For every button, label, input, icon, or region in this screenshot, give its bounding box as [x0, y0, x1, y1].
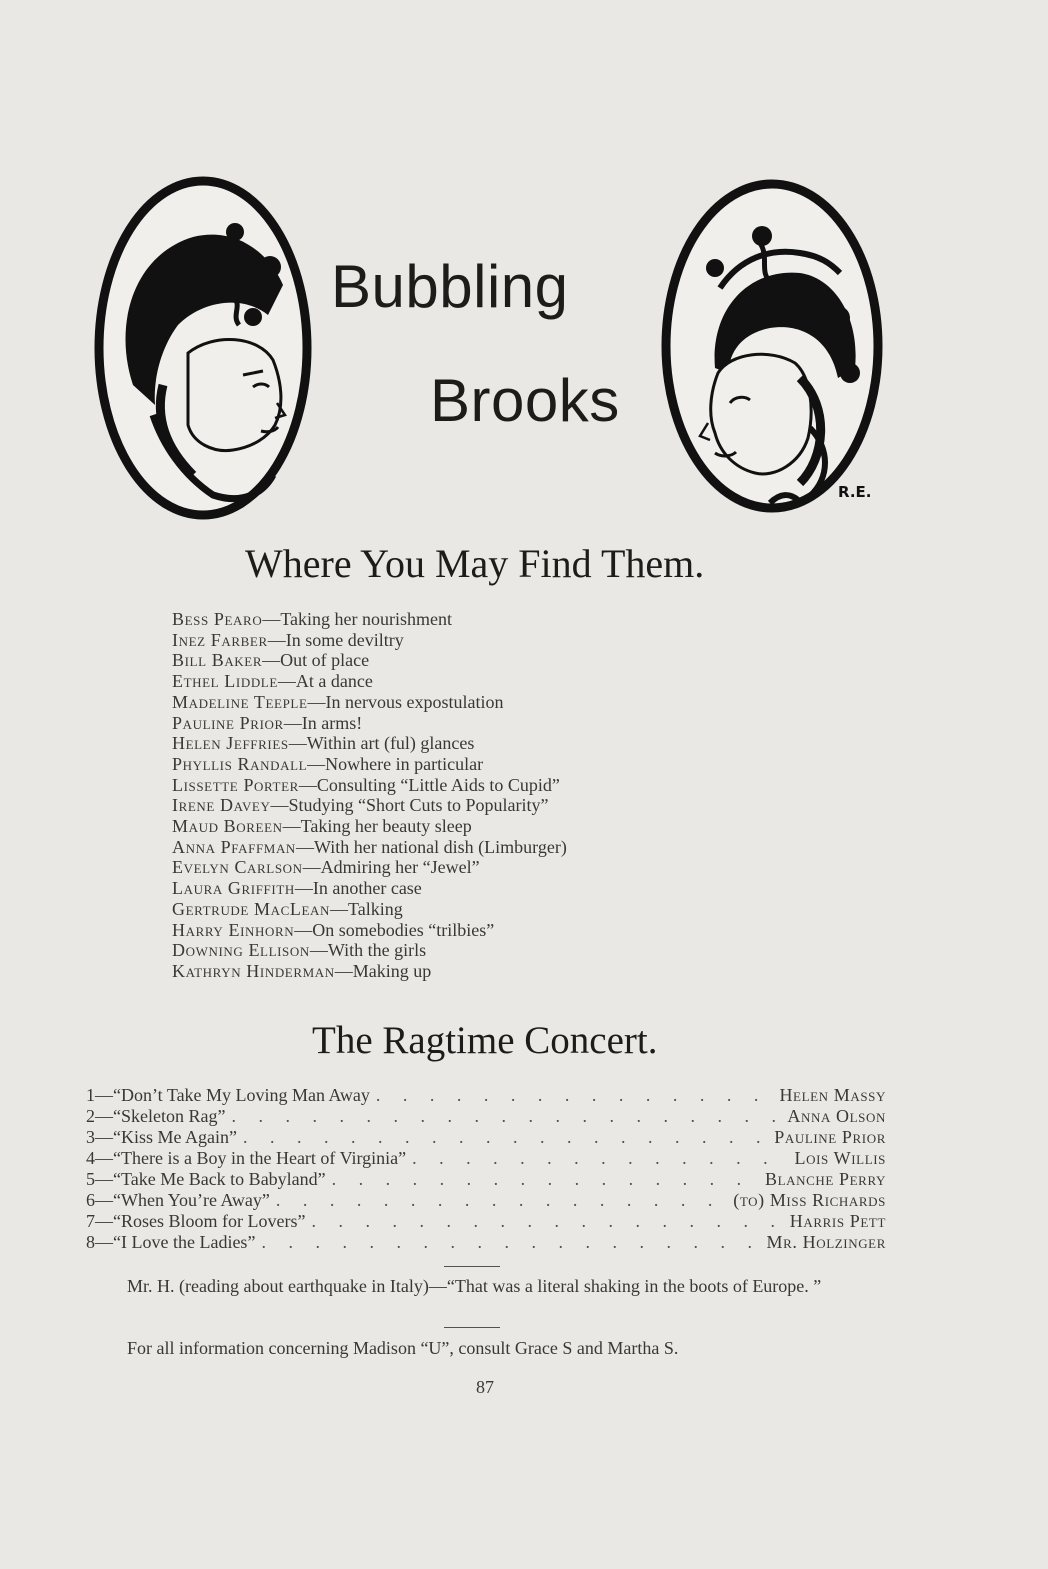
em-dash: —	[95, 1148, 113, 1168]
dot-leader	[311, 1211, 783, 1232]
concert-item	[86, 1085, 886, 1106]
where-description: Within art (ful) glances	[306, 733, 475, 754]
where-entry	[172, 940, 567, 961]
song-title: “There is a Boy in the Heart of Virginia”	[113, 1148, 407, 1168]
performer-name: Blanche Perry	[765, 1169, 886, 1189]
em-dash: —	[282, 816, 301, 837]
where-description: Studying “Short Cuts to Popularity”	[288, 795, 549, 816]
em-dash: —	[95, 1127, 113, 1147]
person-name: Laura Griffith	[172, 878, 295, 899]
em-dash: —	[95, 1211, 113, 1231]
left-oval-portrait-illustration	[93, 175, 313, 521]
page-number: 87	[476, 1377, 494, 1397]
where-description: Consulting “Little Aids to Cupid”	[316, 774, 560, 795]
item-number: 5	[86, 1169, 95, 1189]
song-title: “Skeleton Rag”	[113, 1106, 226, 1126]
where-entry	[172, 609, 567, 630]
person-name: Pauline Prior	[172, 712, 284, 733]
performer-name: Helen Massy	[779, 1085, 886, 1105]
performer-name: Lois Willis	[794, 1148, 886, 1168]
em-dash: —	[283, 712, 302, 733]
where-description: On somebodies “trilbies”	[312, 919, 495, 940]
illustrator-signature: R.E.	[838, 483, 872, 501]
em-dash: —	[95, 1190, 113, 1210]
where-description: Taking her nourishment	[280, 609, 453, 629]
where-section-heading: Where You May Find Them.	[245, 541, 705, 586]
where-description: Taking her beauty sleep	[300, 816, 472, 837]
person-name: Irene Davey	[172, 795, 271, 816]
item-number: 4	[86, 1148, 95, 1168]
em-dash: —	[267, 629, 286, 650]
dot-leader	[412, 1148, 788, 1169]
em-dash: —	[309, 940, 328, 961]
where-description: Talking	[348, 898, 403, 919]
em-dash: —	[95, 1085, 113, 1105]
song-title: “Kiss Me Again”	[113, 1127, 237, 1147]
where-description: Admiring her “Jewel”	[320, 857, 480, 878]
concert-item	[86, 1211, 886, 1232]
where-entry	[172, 899, 567, 920]
where-entry	[172, 961, 567, 982]
person-name: Gertrude MacLean	[172, 898, 331, 919]
performer-name: Harris Pett	[789, 1211, 886, 1231]
where-description: In another case	[312, 878, 422, 899]
person-name: Helen Jeffries	[172, 733, 289, 754]
where-description: In arms!	[301, 712, 363, 733]
where-description: With her national dish (Limburger)	[313, 836, 567, 857]
where-entry	[172, 775, 567, 796]
song-title: “I Love the Ladies”	[113, 1232, 256, 1252]
person-name: Anna Pfaffman	[172, 836, 296, 857]
where-entry	[172, 733, 567, 754]
where-description: In some deviltry	[285, 629, 404, 650]
dot-leader	[376, 1085, 774, 1106]
title-line-2: Brooks	[430, 367, 620, 434]
song-title: “Don’t Take My Loving Man Away	[113, 1085, 370, 1105]
divider-rule	[444, 1327, 500, 1328]
person-name: Madeline Teeple	[172, 691, 308, 712]
where-list	[172, 609, 567, 982]
where-entry	[172, 816, 567, 837]
em-dash: —	[294, 919, 313, 940]
where-entry	[172, 795, 567, 816]
person-name: Evelyn Carlson	[172, 857, 303, 878]
em-dash: —	[95, 1106, 113, 1126]
em-dash: —	[334, 960, 353, 981]
em-dash: —	[307, 753, 326, 774]
item-number: 1	[86, 1085, 95, 1105]
em-dash: —	[277, 671, 296, 692]
em-dash: —	[95, 1232, 113, 1252]
dot-leader	[261, 1232, 760, 1253]
dot-leader	[243, 1127, 768, 1148]
person-name: Bess Pearo	[172, 609, 263, 629]
person-name: Ethel Liddle	[172, 671, 278, 692]
concert-item	[86, 1127, 886, 1148]
concert-item	[86, 1148, 886, 1169]
performer-name: Pauline Prior	[774, 1127, 886, 1147]
person-name: Downing Ellison	[172, 940, 310, 961]
divider-rule	[444, 1266, 500, 1267]
em-dash: —	[262, 609, 281, 629]
dot-leader	[332, 1169, 759, 1190]
person-name: Phyllis Randall	[172, 753, 308, 774]
item-number: 3	[86, 1127, 95, 1147]
em-dash: —	[288, 733, 307, 754]
title-line-1: Bubbling	[331, 253, 569, 320]
song-title: “Take Me Back to Babyland”	[113, 1169, 326, 1189]
where-description: Out of place	[280, 650, 370, 671]
where-description: In nervous expostulation	[325, 691, 504, 712]
person-name: Harry Einhorn	[172, 919, 295, 940]
em-dash: —	[307, 691, 326, 712]
where-entry	[172, 837, 567, 858]
song-title: “When You’re Away”	[113, 1190, 270, 1210]
where-entry	[172, 692, 567, 713]
item-number: 8	[86, 1232, 95, 1252]
em-dash: —	[262, 650, 281, 671]
person-name: Lissette Porter	[172, 774, 299, 795]
performer-name: Mr. Holzinger	[766, 1232, 886, 1252]
concert-item	[86, 1190, 886, 1211]
item-number: 7	[86, 1211, 95, 1231]
where-description: With the girls	[327, 940, 427, 961]
em-dash: —	[295, 836, 314, 857]
dot-leader	[231, 1106, 781, 1127]
song-title: “Roses Bloom for Lovers”	[113, 1211, 306, 1231]
where-description: At a dance	[295, 671, 373, 692]
where-entry	[172, 713, 567, 734]
where-entry	[172, 857, 567, 878]
where-entry	[172, 754, 567, 775]
concert-item	[86, 1232, 886, 1253]
em-dash: —	[294, 878, 313, 899]
em-dash: —	[302, 857, 321, 878]
where-entry	[172, 920, 567, 941]
dot-leader	[276, 1190, 727, 1211]
quip-paragraph: Mr. H. (reading about earthquake in Italy)—“That was a literal shaking in the boots of Europe. ”	[127, 1276, 822, 1296]
person-name: Kathryn Hinderman	[172, 960, 335, 981]
concert-item	[86, 1106, 886, 1127]
where-entry	[172, 671, 567, 692]
where-description: Making up	[352, 960, 432, 981]
em-dash: —	[270, 795, 289, 816]
em-dash: —	[330, 898, 349, 919]
em-dash: —	[95, 1169, 113, 1189]
person-name: Inez Farber	[172, 629, 268, 650]
concert-section-heading: The Ragtime Concert.	[312, 1019, 658, 1062]
em-dash: —	[298, 774, 317, 795]
performer-name: (to) Miss Richards	[733, 1190, 886, 1210]
performer-name: Anna Olson	[787, 1106, 886, 1126]
item-number: 2	[86, 1106, 95, 1126]
person-name: Bill Baker	[172, 650, 263, 671]
where-entry	[172, 630, 567, 651]
concert-program-list	[86, 1085, 886, 1253]
concert-item	[86, 1169, 886, 1190]
where-entry	[172, 650, 567, 671]
right-oval-portrait-illustration	[660, 178, 888, 518]
where-entry	[172, 878, 567, 899]
info-line: For all information concerning Madison “U”, consult Grace S and Martha S.	[127, 1338, 679, 1358]
person-name: Maud Boreen	[172, 816, 283, 837]
item-number: 6	[86, 1190, 95, 1210]
where-description: Nowhere in particular	[325, 753, 484, 774]
